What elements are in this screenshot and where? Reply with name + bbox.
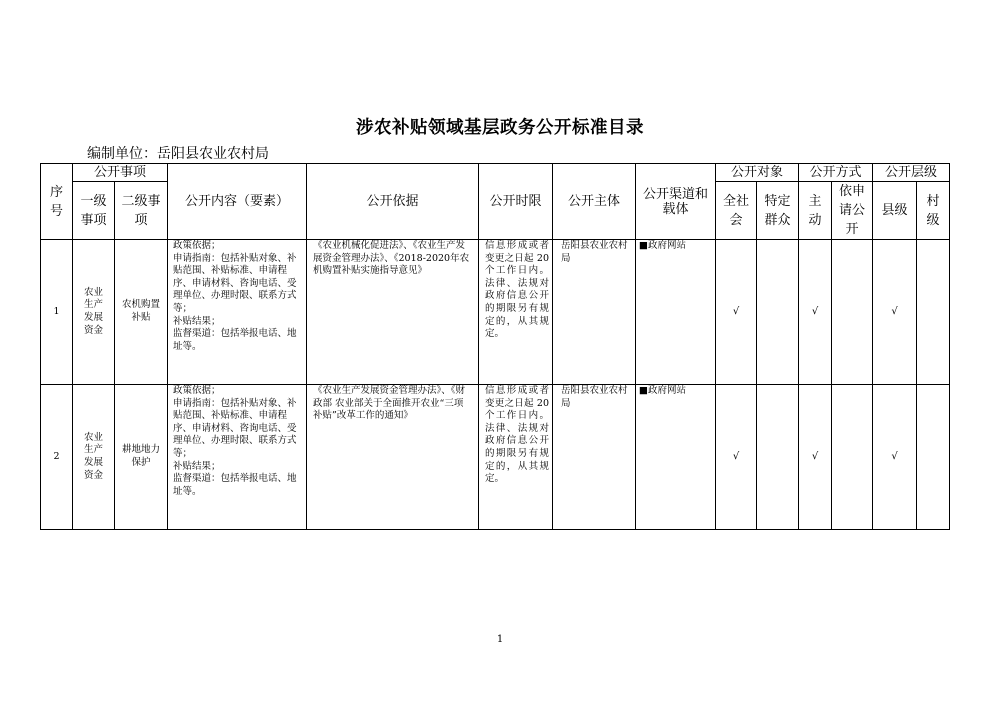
header-method: 公开方式 [799, 164, 873, 182]
cell-time-limit: 信息形成或者变更之日起 20 个工作日内。法律、法规对政府信息公开的期限另有规定的，从其规定。 [479, 240, 553, 385]
page-number: 1 [496, 634, 504, 645]
header-matter: 公开事项 [73, 164, 168, 182]
cell-target-all: √ [716, 240, 757, 385]
header-target-all: 全社会 [716, 182, 757, 240]
compiling-unit: 编制单位：岳阳县农业农村局 [87, 146, 269, 162]
cell-level-village [917, 385, 950, 530]
table-header [41, 164, 950, 240]
table-row [41, 240, 950, 385]
cell-content: 政策依据； 申请指南：包括补贴对象、补贴范围、补贴标准、申请程序、申请材料、咨询电话、受理单位、办理时限、联系方式等； 补贴结果； 监督渠道：包括举报电话、地址等。 [168, 385, 307, 530]
header-content: 公开内容（要素） [168, 164, 307, 240]
header-level-county: 县级 [873, 182, 917, 240]
cell-subject: 岳阳县农业农村局 [553, 385, 636, 530]
header-target-specific: 特定群众 [757, 182, 799, 240]
cell-target-specific [757, 240, 799, 385]
header-time-limit: 公开时限 [479, 164, 553, 240]
header-subject: 公开主体 [553, 164, 636, 240]
header-level2: 二级事项 [115, 182, 168, 240]
cell-basis: 《农业生产发展资金管理办法》、《财政部 农业部关于全面推开农业“三项补贴”改革工作的通知》 [307, 385, 479, 530]
cell-level1: 农业生产发展资金 [73, 240, 115, 385]
cell-seq: 2 [41, 385, 73, 530]
cell-channel: ■政府网站 [636, 240, 716, 385]
cell-method-active: √ [799, 385, 832, 530]
cell-level-village [917, 240, 950, 385]
cell-level-county: √ [873, 385, 917, 530]
cell-target-specific [757, 385, 799, 530]
disclosure-catalog-table [40, 163, 950, 530]
header-method-active: 主动 [799, 182, 832, 240]
cell-channel: ■政府网站 [636, 385, 716, 530]
cell-method-active: √ [799, 240, 832, 385]
cell-subject: 岳阳县农业农村局 [553, 240, 636, 385]
cell-time-limit: 信息形成或者变更之日起 20 个工作日内。法律、法规对政府信息公开的期限另有规定的，从其规定。 [479, 385, 553, 530]
cell-level2: 耕地地力保护 [115, 385, 168, 530]
cell-target-all: √ [716, 385, 757, 530]
header-level: 公开层级 [873, 164, 950, 182]
header-level1: 一级事项 [73, 182, 115, 240]
cell-seq: 1 [41, 240, 73, 385]
document-title: 涉农补贴领域基层政务公开标准目录 [356, 118, 644, 138]
header-level-village: 村级 [917, 182, 950, 240]
header-target: 公开对象 [716, 164, 799, 182]
cell-level2: 农机购置补贴 [115, 240, 168, 385]
header-seq: 序号 [41, 164, 73, 240]
cell-level-county: √ [873, 240, 917, 385]
cell-level1: 农业生产发展资金 [73, 385, 115, 530]
table-row [41, 385, 950, 530]
header-channel: 公开渠道和载体 [636, 164, 716, 240]
header-basis: 公开依据 [307, 164, 479, 240]
cell-content: 政策依据； 申请指南：包括补贴对象、补贴范围、补贴标准、申请程序、申请材料、咨询电话、受理单位、办理时限、联系方式等； 补贴结果； 监督渠道：包括举报电话、地址等。 [168, 240, 307, 385]
cell-basis: 《农业机械化促进法》、《农业生产发展资金管理办法》、《2018-2020年农机购置补贴实施指导意见》 [307, 240, 479, 385]
header-method-apply: 依申请公开 [832, 182, 873, 240]
cell-method-apply [832, 240, 873, 385]
cell-method-apply [832, 385, 873, 530]
